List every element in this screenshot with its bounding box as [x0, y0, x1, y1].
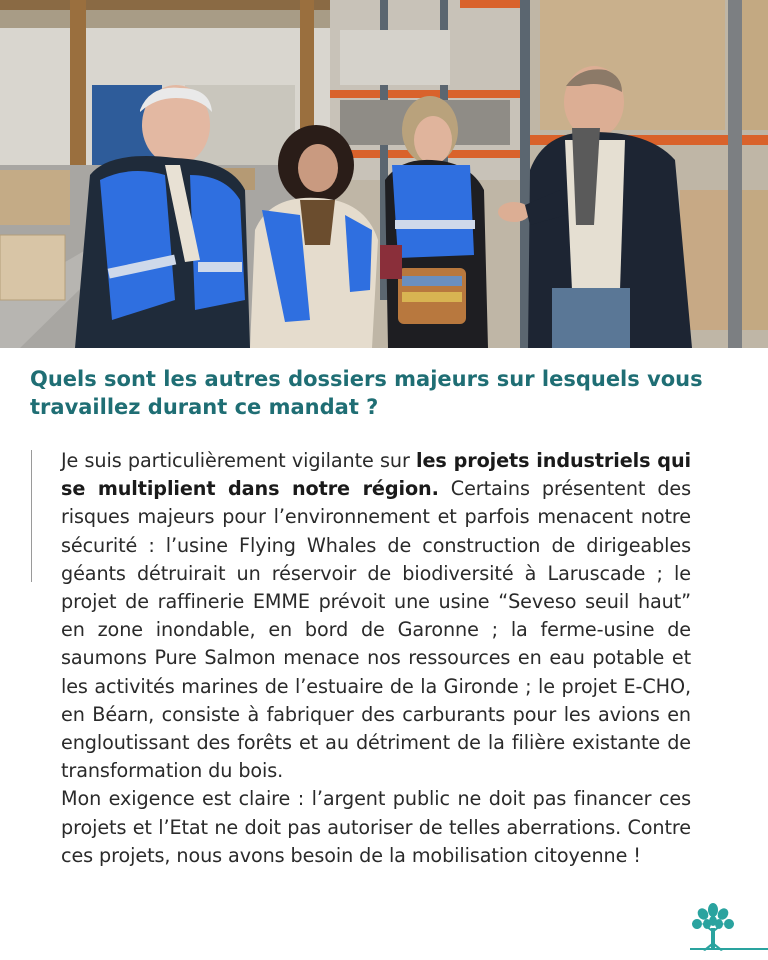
quote-bar — [31, 450, 32, 582]
answer-paragraph-2: Mon exigence est claire : l’argent public ne doit pas financer ces projets et l’Etat ne doit pas autoriser de telles aberrations. Contre ces projets, nous avons besoin de la mobilisation citoyenne ! — [61, 787, 691, 867]
logo-underline — [690, 948, 768, 950]
answer-intro: Je suis particulièrement vigilante sur — [61, 449, 417, 472]
header-photo — [0, 0, 768, 348]
section-question: Quels sont les autres dossiers majeurs sur lesquels vous travaillez durant ce mandat ? — [30, 367, 703, 419]
answer-highlight: les projets industriels qui se multiplient dans notre région. — [61, 449, 691, 501]
answer-paragraph-1 — [61, 447, 691, 785]
answer-text — [61, 447, 691, 870]
tree-logo-icon — [690, 902, 736, 952]
answer-details: Certains présentent des risques majeurs pour l’environnement et parfois menacent notre sécurité : l’usine Flying Whales de construction de dirigeables géants détruirait un réservoir de biodiversité à Laruscade ; le projet de raffinerie EMME prévoit une usine “Seveso seuil haut” en zone inondable, en bord de Garonne ; la ferme-usine de saumons Pure Salmon menace nos ressources en eau potable et les activités marines de l’estuaire de la Gironde ; le projet E-CHO, en Béarn, consiste à fabriquer des carburants pour les avions en engloutissant des forêts et au détriment de la filière existante de transformation du bois. — [61, 477, 691, 783]
